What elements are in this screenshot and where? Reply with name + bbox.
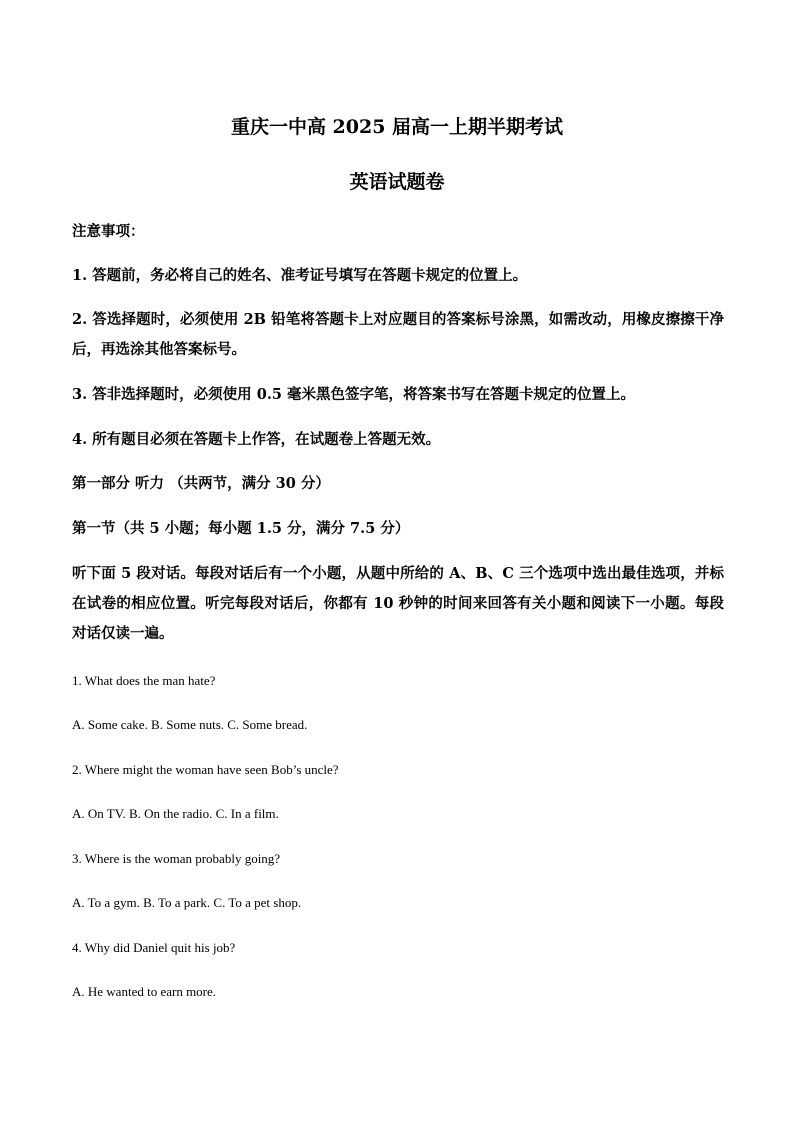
notice-heading: 注意事项： xyxy=(72,223,145,240)
question-2-options: A. On TV. B. On the radio. C. In a film. xyxy=(72,806,279,821)
question-1-options: A. Some cake. B. Some nuts. C. Some bread. xyxy=(72,717,308,732)
exam-title: 重庆一中高 2025 届高一上期半期考试 xyxy=(230,116,564,138)
part1-heading: 第一部分 听力 （共两节，满分 30 分） xyxy=(72,475,330,492)
question-3-stem: 3. Where is the woman probably going? xyxy=(72,851,281,866)
question-2-stem: 2. Where might the woman have seen Bob’s uncle? xyxy=(72,762,339,777)
question-3-options: A. To a gym. B. To a park. C. To a pet shop. xyxy=(72,895,302,910)
question-4-stem: 4. Why did Daniel quit his job? xyxy=(72,940,236,955)
notice-item-3: 3. 答非选择题时，必须使用 0.5 毫米黑色签字笔，将答案书写在答题卡规定的位置上。 xyxy=(72,386,636,403)
exam-subtitle: 英语试题卷 xyxy=(349,171,445,193)
question-1-stem: 1. What does the man hate? xyxy=(72,673,216,688)
notice-item-2: 2. 答选择题时，必须使用 2B 铅笔将答题卡上对应题目的答案标号涂黑，如需改动，用橡皮擦擦干净后，再选涂其他答案标号。 xyxy=(72,311,724,358)
listening-instructions: 听下面 5 段对话。每段对话后有一个小题，从题中所给的 A、B、C 三个选项中选出最佳选项，并标在试卷的相应位置。听完每段对话后，你都有 10 秒钟的时间来回答有关小题和阅读下一小题。每段对话仅读一遍。 xyxy=(72,565,724,642)
notice-item-1: 1. 答题前，务必将自己的姓名、准考证号填写在答题卡规定的位置上。 xyxy=(72,267,528,284)
section1-heading: 第一节（共 5 小题；每小题 1.5 分，满分 7.5 分） xyxy=(72,520,410,537)
notice-item-4: 4. 所有题目必须在答题卡上作答，在试题卷上答题无效。 xyxy=(72,431,441,448)
question-4-options: A. He wanted to earn more. xyxy=(72,984,217,999)
